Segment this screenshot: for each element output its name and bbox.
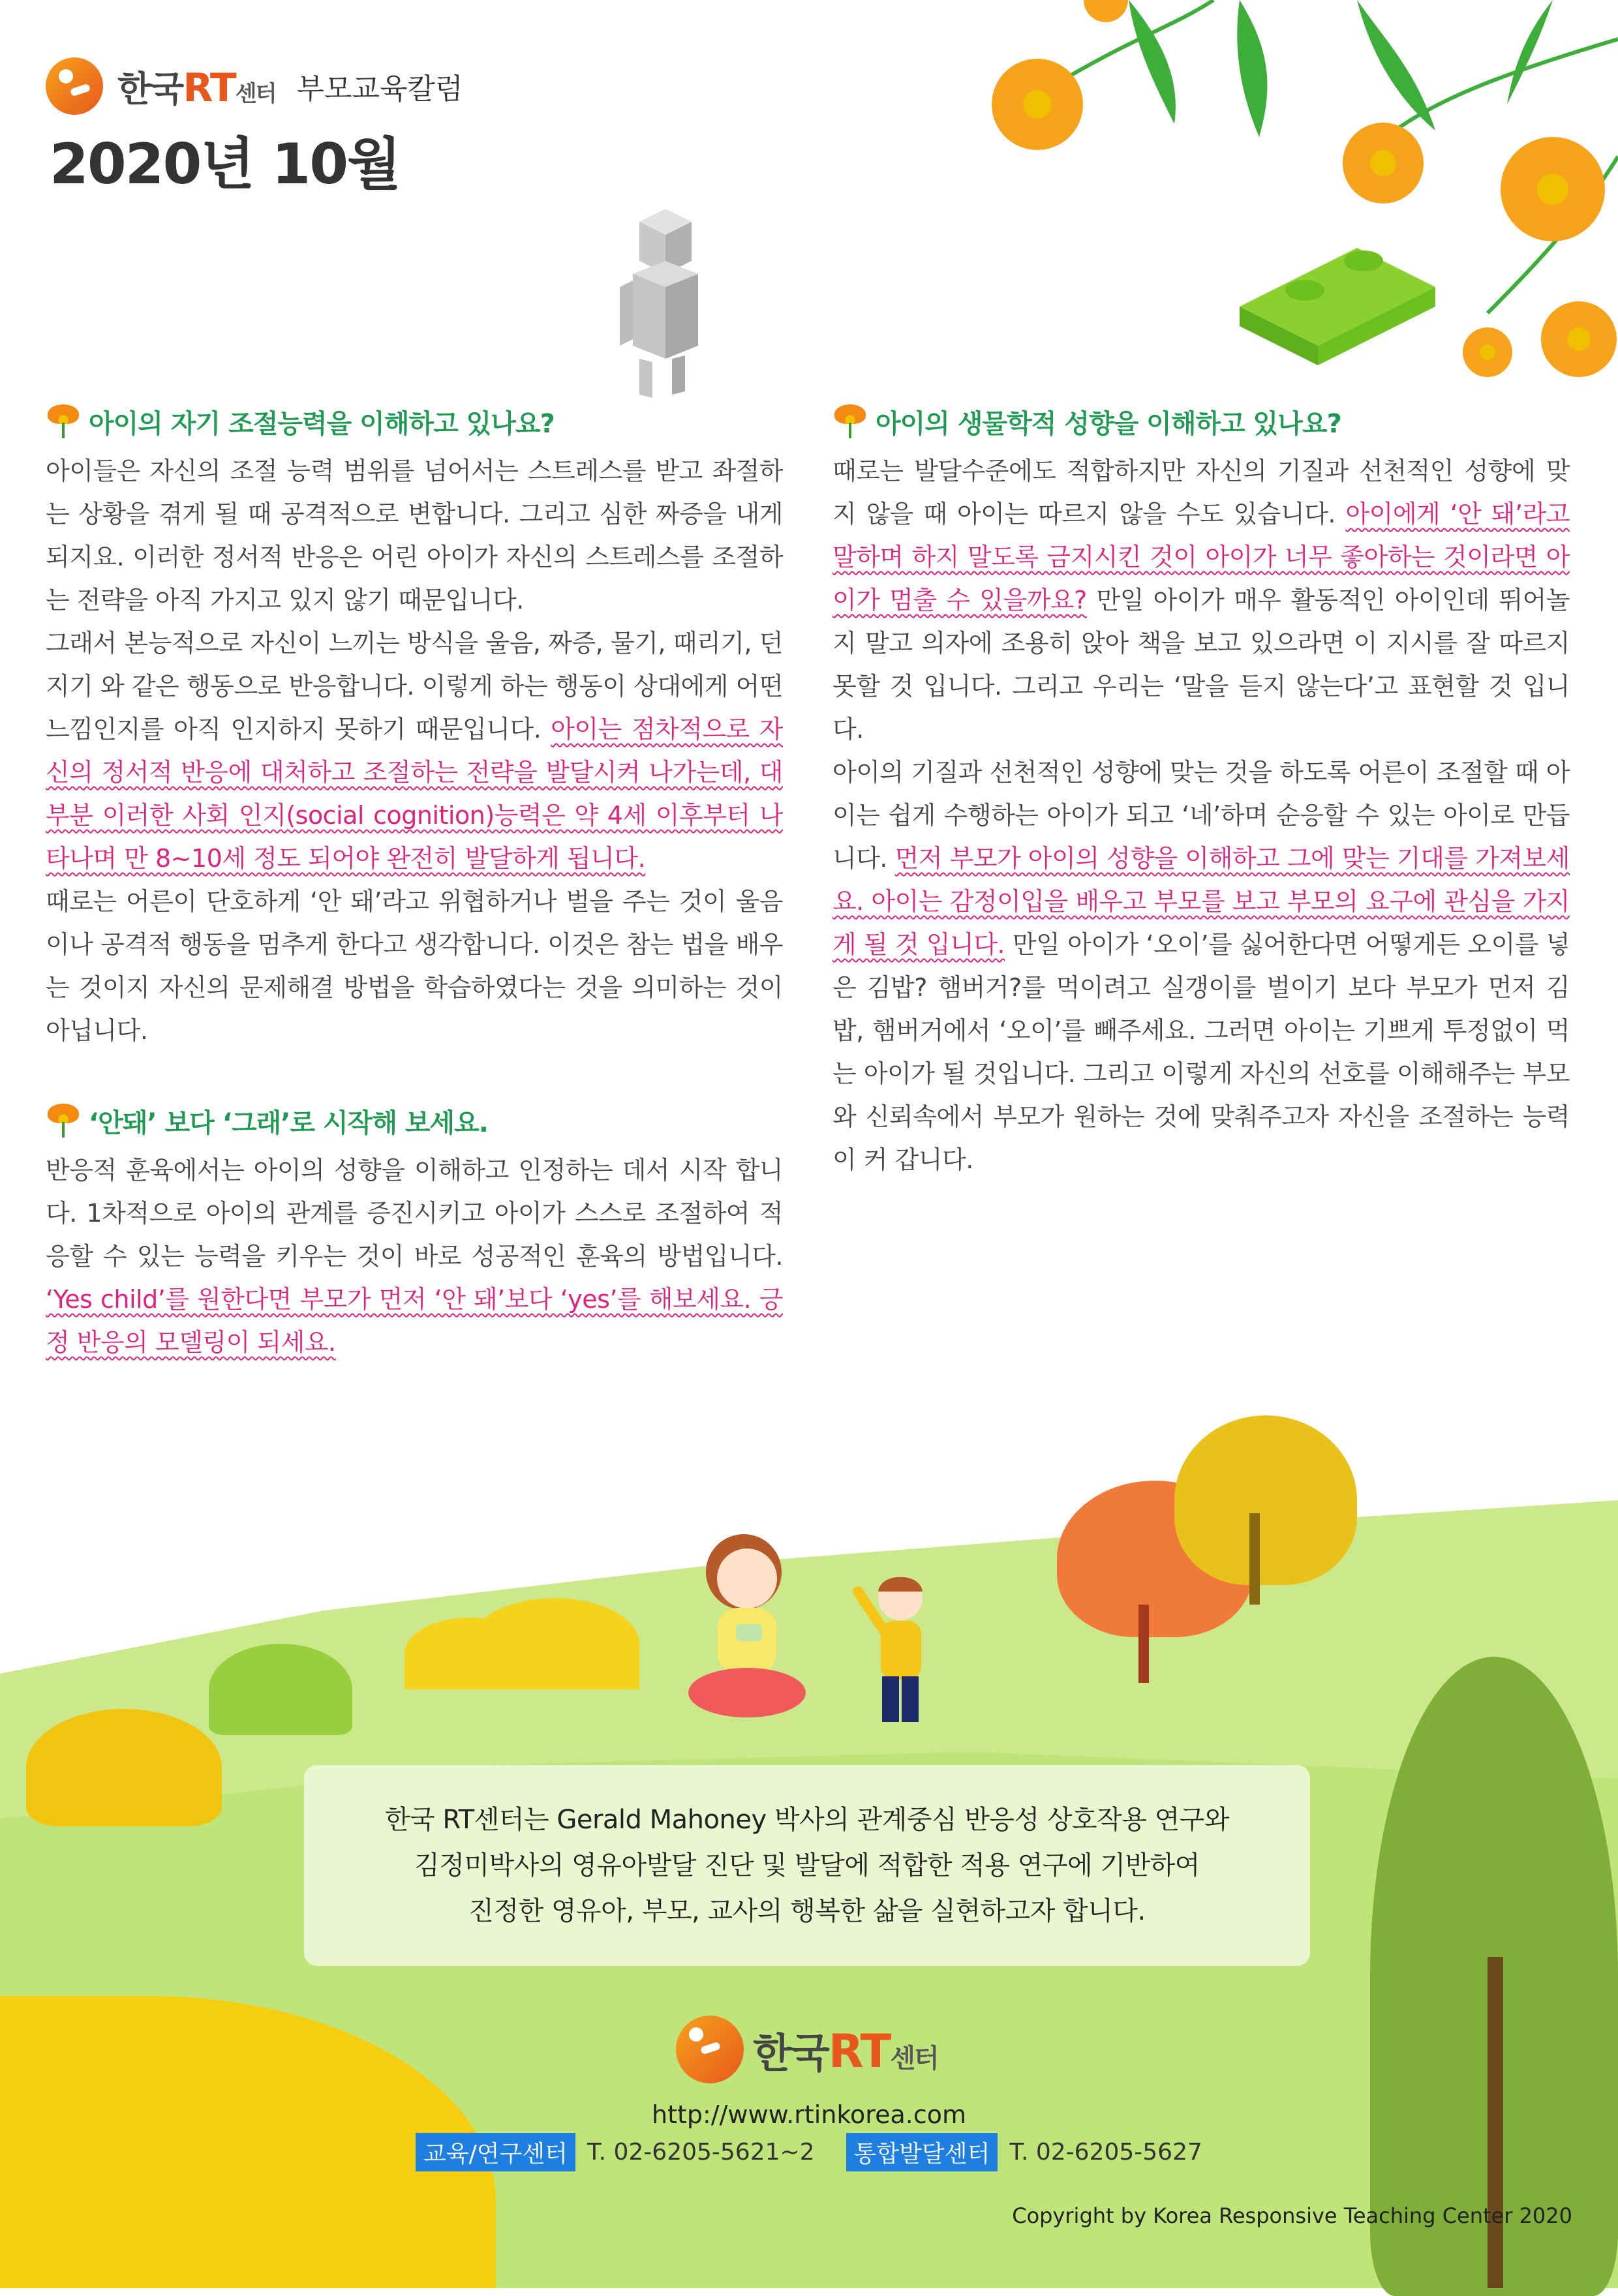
contact-row: [0, 2133, 1618, 2171]
phone-number: T. 02-6205-5621~2: [587, 2139, 815, 2166]
section-title: [46, 1102, 783, 1140]
paragraph: [832, 751, 1570, 1181]
yellow-tree-trunk: [1249, 1513, 1260, 1605]
footer-logo-wordmark: [753, 2021, 938, 2079]
yellow-tree: [1174, 1415, 1357, 1585]
flower-bullet-icon: [46, 1104, 81, 1139]
rt-center-logo-icon: [46, 57, 103, 115]
children-illustration: [672, 1526, 998, 1748]
paragraph: [46, 622, 783, 880]
flower-bullet-icon: [46, 404, 81, 440]
info-line: 김정미박사의 영유아발달 진단 및 발달에 적합한 적용 연구에 기반하여: [414, 1850, 1200, 1881]
paragraph-text: 반응적 훈육에서는 아이의 성향을 이해하고 인정하는 데서 시작 합니다. 1차적으로 아이의 관계를 증진시키고 아이가 스스로 조절하여 적응할 수 있는 능력을 키우는 것이 바로 성공적인 훈육의 방법입니다.: [46, 1156, 783, 1271]
section-biological-tendency: [832, 403, 1570, 1181]
paragraph-text: 그래서 본능적으로 자신이 느끼는 방식을 울음, 짜증, 물기, 때리기, 던지기 와 같은 행동으로 반응합니다. 이렇게 하는 행동이 상대에게 어떤 느낌인지를 아직 인지하지 못하기 때문입니다.: [46, 629, 783, 744]
issue-date: 2020년 10월: [50, 132, 401, 197]
header-logo-row: [46, 57, 463, 115]
logo-name-prefix: 한국: [753, 2029, 829, 2077]
flower-bullet-icon: [832, 404, 868, 440]
yellow-bush: [470, 1598, 639, 1689]
section-yes-first: [46, 1102, 783, 1364]
section-title-text: ‘안돼’ 보다 ‘그래’로 시작해 보세요.: [89, 1108, 488, 1138]
website-link[interactable]: http://www.rtinkorea.com: [652, 2100, 966, 2129]
paragraph-text: 만일 아이가 매우 활동적인 아이인데 뛰어놀지 말고 의자에 조용히 앉아 책을 보고 있으라면 이 지시를 잘 따르지 못할 것 입니다. 그리고 우리는 ‘말을 듣지 않는다’고 표현할 것 입니다.: [832, 586, 1570, 744]
section-title: [832, 403, 1570, 440]
section-title-text: 아이의 생물학적 성향을 이해하고 있나요?: [876, 409, 1341, 439]
robot-illustration: [600, 202, 731, 411]
highlighted-text: 아이는 점차적으로 자신의 정서적 반응에 대처하고 조절하는 전략을 발달시켜 나가는데, 대부분 이러한 사회 인지(social cognition)능력은 약 4세 이후부터 나타나며 만 8~10세 정도 되어야 완전히 발달하게 됩니다.: [46, 715, 784, 873]
logo-name-suffix: 센터: [890, 2043, 938, 2074]
flower-decoration: [966, 0, 1618, 391]
paragraph: 아이들은 자신의 조절 능력 범위를 넘어서는 스트레스를 받고 좌절하는 상황을 겪게 될 때 공격적으로 변합니다. 그리고 심한 짜증을 내게 되지요. 이러한 정서적 반응은 어린 아이가 자신의 스트레스를 조절하는 전략을 아직 가지고 있지 않기 때문입니다.: [46, 457, 783, 614]
yellow-bush: [26, 1709, 222, 1826]
paragraph: [46, 1149, 783, 1364]
logo-name-rt: RT: [828, 2024, 891, 2078]
section-title-text: 아이의 자기 조절능력을 이해하고 있나요?: [89, 409, 555, 439]
green-bush: [209, 1644, 352, 1735]
logo-wordmark: [117, 61, 275, 112]
highlighted-text: 먼저 부모가 아이의 성향을 이해하고 그에 맞는 기대를 가져보세요. 아이는 감정이입을 배우고 부모를 보고 부모의 요구에 관심을 가지게 될 것 입니다.: [832, 844, 1570, 959]
copyright: Copyright by Korea Responsive Teaching Center 2020: [1012, 2203, 1572, 2228]
paragraph-text: 만일 아이가 ‘오이’를 싫어한다면 어떻게든 오이를 넣은 김밥? 햄버거?를 먹이려고 실갱이를 벌이기 보다 부모가 먼저 김밥, 햄버거에서 ‘오이’를 빼주세요. 그러면 아이는 기쁘게 투정없이 먹는 아이가 될 것입니다. 그리고 이렇게 자신의 선호를 이해해주는 부모와 신뢰속에서 부모가 원하는 것에 맞춰주고자 자신을 조절하는 능력이 커 갑니다.: [832, 930, 1570, 1174]
paragraph: [832, 449, 1570, 751]
info-line: 한국 RT센터는 Gerald Mahoney 박사의 관계중심 반응성 상호작용 연구와: [384, 1805, 1230, 1835]
footer-logo: [676, 2016, 938, 2083]
rt-center-logo-icon: [676, 2016, 744, 2083]
paragraph-text: 아이의 기질과 선천적인 성향에 맞는 것을 하도록 어른이 조절할 때 아이는 쉽게 수행하는 아이가 되고 ‘네’하며 순응할 수 있는 아이로 만듭니다.: [832, 758, 1570, 873]
highlighted-text: 아이에게 ‘안 돼’라고 말하며 하지 말도록 금지시킨 것이 아이가 너무 좋아하는 것이라면 아이가 멈출 수 있을까요?: [832, 500, 1570, 614]
paragraph-text: 때로는 발달수준에도 적합하지만 자신의 기질과 선천적인 성향에 맞지 않을 때 아이는 따르지 않을 수도 있습니다.: [832, 457, 1570, 528]
integrated-development-center-badge: 통합발달센터: [846, 2133, 998, 2171]
logo-name-suffix: 센터: [235, 80, 276, 107]
edu-research-center-badge: 교육/연구센터: [416, 2133, 575, 2171]
section-self-regulation: [46, 403, 783, 1052]
paragraph: 때로는 어른이 단호하게 ‘안 돼’라고 위협하거나 벌을 주는 것이 울음이나 공격적 행동을 멈추게 한다고 생각합니다. 이것은 참는 법을 배우는 것이지 자신의 문제해결 방법을 학습하였다는 것을 의미하는 것이 아닙니다.: [46, 887, 783, 1045]
column-label: 부모교육칼럼: [296, 72, 463, 106]
logo-name-prefix: 한국: [117, 68, 183, 110]
phone-number: T. 02-6205-5627: [1009, 2139, 1202, 2166]
section-title: [46, 403, 783, 440]
orange-tree-trunk: [1138, 1605, 1149, 1683]
center-info-box: [304, 1765, 1310, 1966]
highlighted-text: ‘Yes child’를 원한다면 부모가 먼저 ‘안 돼’보다 ‘yes’를 해보세요. 긍정 반응의 모델링이 되세요.: [46, 1285, 783, 1357]
info-line: 진정한 영유아, 부모, 교사의 행복한 삶을 실현하고자 합니다.: [468, 1896, 1146, 1926]
logo-name-rt: RT: [183, 65, 236, 111]
